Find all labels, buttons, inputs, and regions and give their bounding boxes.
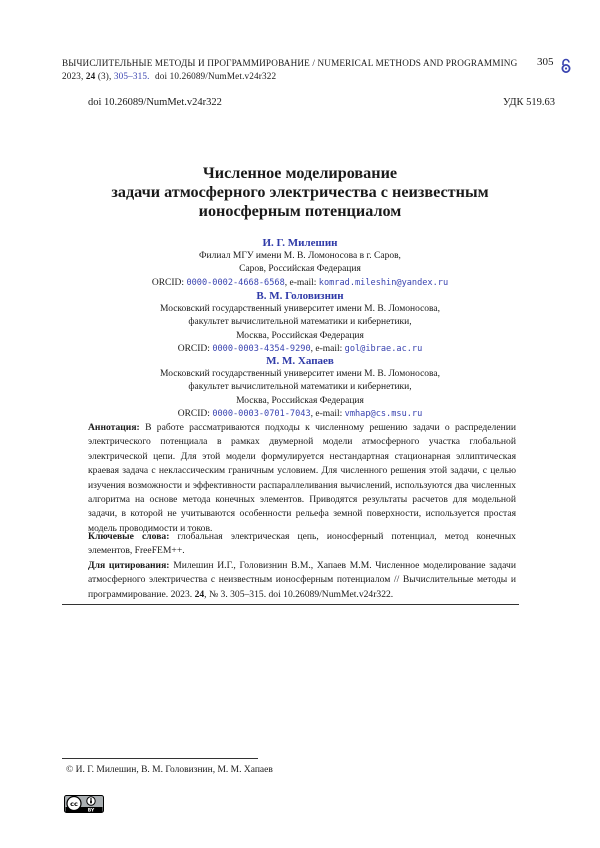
page-number: 305 bbox=[537, 56, 554, 68]
open-access-icon[interactable] bbox=[559, 58, 573, 79]
article-doi: doi 10.26089/NumMet.v24r322 bbox=[88, 97, 222, 108]
udk-code: УДК 519.63 bbox=[502, 97, 555, 108]
email-link[interactable]: gol@ibrae.ac.ru bbox=[344, 344, 423, 355]
author-contacts bbox=[0, 277, 600, 290]
citation-text-end: , № 3. 305–315. doi 10.26089/NumMet.v24r322. bbox=[204, 588, 394, 600]
journal-issue-line bbox=[62, 71, 276, 81]
affiliation-line: Москва, Российская Федерация bbox=[236, 395, 364, 406]
orcid-link[interactable]: 0000-0003-4354-9290 bbox=[212, 344, 311, 355]
orcid-link[interactable]: 0000-0002-4668-6568 bbox=[186, 277, 285, 288]
author-affiliation bbox=[0, 250, 600, 290]
footnote-divider bbox=[62, 758, 258, 759]
affiliation-line: факультет вычислительной математики и кибернетики, bbox=[188, 382, 412, 393]
author-name: В. М. Головизнин bbox=[256, 290, 344, 302]
email-label: , e-mail: bbox=[310, 409, 343, 420]
affiliation-line: Московский государственный университет имени М. В. Ломоносова, bbox=[160, 304, 440, 314]
orcid-label: ORCID: bbox=[177, 409, 210, 420]
orcid-label: ORCID: bbox=[177, 344, 210, 355]
affiliation-line: Саров, Российская Федерация bbox=[239, 264, 361, 275]
copyright-notice: © И. Г. Милешин, В. М. Головизнин, М. М. Хапаев bbox=[66, 765, 273, 775]
citation-volume: 24 bbox=[194, 588, 205, 600]
author-affiliation bbox=[0, 368, 600, 422]
header-doi: doi 10.26089/NumMet.v24r322 bbox=[155, 71, 277, 81]
abstract-text: В работе рассматриваются подходы к численному решению задачи о распределении электрического потенциала в рамках двумерной модели атмосферного участка глобальной электрической цепи. Для этой модели формулируется нестандартная стационарная эллиптическая краевая задача с неклассическим граничным условием. Для численного решения этой задачи, с целью изучения возможности и эффективности распараллеливания вычислений, используются два численных алгоритма на основе метода конечных элементов. Приводятся результаты расчетов для модельной задачи, в которой не учитываются особенности рельефа земной поверхности, используется простая модель проводимости и токов. bbox=[88, 422, 517, 534]
email-link[interactable]: komrad.mileshin@yandex.ru bbox=[318, 277, 449, 288]
journal-header: ВЫЧИСЛИТЕЛЬНЫЕ МЕТОДЫ И ПРОГРАММИРОВАНИЕ / NUMERICAL METHODS AND PROGRAMMING bbox=[62, 58, 518, 68]
issue-number: (3), bbox=[97, 71, 112, 81]
affiliation-line: Московский государственный университет имени М. В. Ломоносова, bbox=[160, 369, 440, 379]
abstract-label: Аннотация: bbox=[88, 422, 140, 433]
email-label: , e-mail: bbox=[310, 344, 343, 355]
affiliation-line: Москва, Российская Федерация bbox=[236, 330, 364, 341]
article-title bbox=[0, 164, 600, 221]
keywords bbox=[88, 530, 516, 559]
author-affiliation bbox=[0, 303, 600, 357]
issue-year: 2023, bbox=[62, 71, 84, 81]
keywords-label: Ключевые слова: bbox=[88, 531, 170, 542]
affiliation-line: Филиал МГУ имени М. В. Ломоносова в г. Саров, bbox=[199, 251, 401, 261]
author-name: И. Г. Милешин bbox=[262, 237, 338, 249]
author-name: М. М. Хапаев bbox=[266, 355, 334, 367]
citation-label: Для цитирования: bbox=[88, 560, 170, 571]
abstract bbox=[88, 421, 516, 536]
cc-by-icon[interactable] bbox=[64, 795, 104, 818]
orcid-label: ORCID: bbox=[151, 277, 185, 288]
issue-volume: 24 bbox=[85, 71, 96, 81]
svg-text:cc: cc bbox=[70, 800, 78, 808]
affiliation-line: факультет вычислительной математики и кибернетики, bbox=[188, 317, 412, 328]
keywords-text: глобальная электрическая цепь, ионосферный потенциал, метод конечных элементов, FreeFEM++. bbox=[88, 531, 516, 557]
section-divider bbox=[62, 604, 519, 605]
citation-text: Милешин И.Г., Головизнин В.М., Хапаев М.М. Численное моделирование задачи атмосферного электричества с неизвестным ионосферным потенциалом // Вычислительные методы и программирование. 2023. bbox=[88, 560, 516, 600]
citation bbox=[88, 559, 516, 602]
email-label: , e-mail: bbox=[284, 277, 317, 288]
pages-link[interactable]: 305–315. bbox=[113, 71, 150, 81]
orcid-link[interactable]: 0000-0003-0701-7043 bbox=[212, 409, 311, 420]
email-link[interactable]: vmhap@cs.msu.ru bbox=[344, 409, 423, 420]
author-contacts bbox=[0, 408, 600, 421]
title-line-1: Численное моделирование bbox=[202, 164, 398, 182]
title-line-2: задачи атмосферного электричества с неизвестным bbox=[111, 183, 489, 201]
title-line-3: ионосферным потенциалом bbox=[198, 202, 402, 220]
license-by-label: BY bbox=[87, 808, 95, 813]
